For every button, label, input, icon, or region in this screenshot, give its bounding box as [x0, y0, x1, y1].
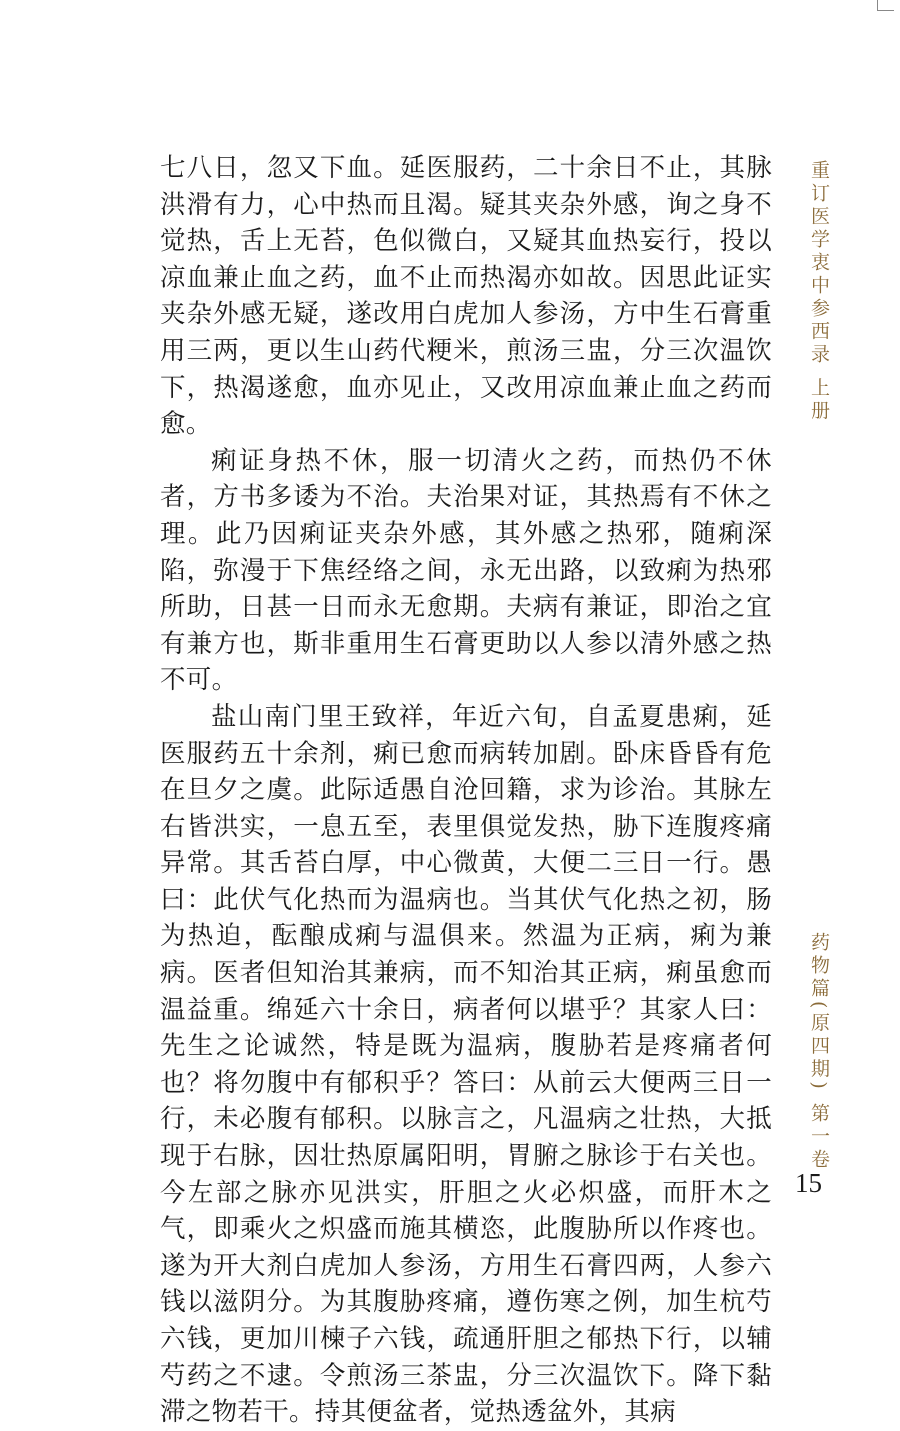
paragraph: 盐山南门里王致祥，年近六旬，自孟夏患痢，延医服药五十余剂，痢已愈而病转加剧。卧床昏昏有危在旦夕之虞。此际适愚自沧回籍，求为诊治。其脉左右皆洪实，一息五至，表里俱觉发热，胁下连腹疼痛异常。其舌苔白厚，中心微黄，大便二三日一行。愚曰：此伏气化热而为温病也。当其伏气化热之初，肠为热迫，酝酿成痢与温俱来。然温为正病，痢为兼病。医者但知治其兼病，而不知治其正病，痢虽愈而温益重。绵延六十余日，病者何以堪乎？其家人曰：先生之论诚然，特是既为温病，腹胁若是疼痛者何也？将勿腹中有郁积乎？答曰：从前云大便两三日一行，未必腹有郁积。以脉言之，凡温病之壮热，大抵现于右脉，因壮热原属阳明，胃腑之脉诊于右关也。今左部之脉亦见洪实，肝胆之火必炽盛，而肝木之气，即乘火之炽盛而施其横恣，此腹胁所以作疼也。遂为开大剂白虎加人参汤，方用生石膏四两，人参六钱以滋阴分。为其腹胁疼痛，遵伤寒之例，加生杭芍六钱，更加川楝子六钱，疏通肝胆之郁热下行，以辅芍药之不逮。令煎汤三茶盅，分三次温饮下。降下黏滞之物若干。持其便盆者，觉热透盆外，其病 [160, 701, 772, 1428]
paragraph: 痢证身热不休，服一切清火之药，而热仍不休者，方书多诿为不治。夫治果对证，其热焉有不休之理。此乃因痢证夹杂外感，其外感之热邪，随痢深陷，弥漫于下焦经络之间，永无出路，以致痢为热邪所助，日甚一日而永无愈期。夫病有兼证，即治之宜有兼方也，斯非重用生石膏更助以人参以清外感之热不可。 [160, 445, 772, 696]
body-text [160, 150, 772, 1431]
running-head-book-title: 重订医学衷中参西录 上册 [808, 160, 830, 424]
running-head-section-title: 药物篇(原四期) 第一卷 [808, 932, 830, 1172]
paragraph: 七八日，忽又下血。延医服药，二十余日不止，其脉洪滑有力，心中热而且渴。疑其夹杂外感，询之身不觉热，舌上无苔，色似微白，又疑其血热妄行，投以凉血兼止血之药，血不止而热渴亦如故。因思此证实夹杂外感无疑，遂改用白虎加人参汤，方中生石膏重用三两，更以生山药代粳米，煎汤三盅，分三次温饮下，热渴遂愈，血亦见止，又改用凉血兼止血之药而愈。 [160, 153, 772, 440]
corner-crop-mark [877, 0, 894, 11]
page-number: 15 [795, 1168, 822, 1198]
